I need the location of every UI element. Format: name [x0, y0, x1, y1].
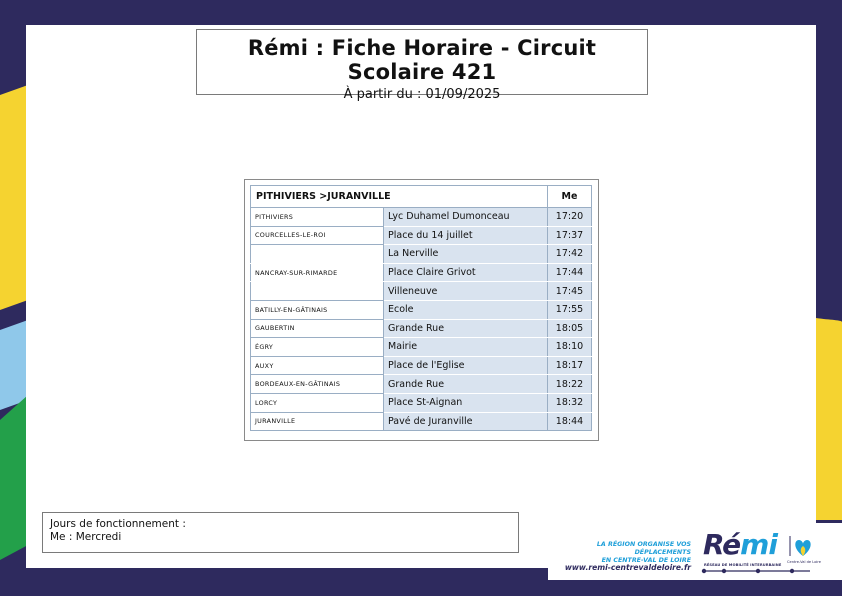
region-slogan-line1: LA RÉGION ORGANISE VOS DÉPLACEMENTS [596, 541, 691, 556]
city-cell [251, 245, 384, 264]
table-row [251, 375, 592, 394]
website-link[interactable]: www.remi-centrevaldeloire.fr [564, 563, 691, 572]
region-badge: Centre-Val de Loire [787, 560, 822, 564]
city-cell: BATILLY-EN-GÂTINAIS [251, 300, 384, 319]
city-cell: LORCY [251, 393, 384, 412]
city-cell: PITHIVIERS [251, 208, 384, 227]
city-cell: ÉGRY [251, 338, 384, 357]
time-cell: 17:44 [548, 263, 592, 282]
city-cell: AUXY [251, 356, 384, 375]
stop-cell: Grande Rue [384, 319, 548, 338]
table-row [251, 263, 592, 282]
timetable [250, 185, 592, 431]
time-cell: 17:45 [548, 282, 592, 301]
operating-days-label: Jours de fonctionnement : [50, 518, 186, 530]
city-cell: NANCRAY-SUR-RIMARDE [251, 263, 384, 282]
city-cell: COURCELLES-LE-ROI [251, 226, 384, 245]
page-title: Rémi : Fiche Horaire - Circuit Scolaire 421 [247, 36, 597, 84]
table-row [251, 356, 592, 375]
logo-tagline: RÉSEAU DE MOBILITÉ INTERURBAINE [704, 563, 782, 567]
region-heart-icon [788, 534, 818, 560]
time-cell: 18:32 [548, 393, 592, 412]
stop-cell: Place de l'Eglise [384, 356, 548, 375]
time-cell: 17:55 [548, 300, 592, 319]
city-cell [251, 282, 384, 301]
stop-cell: Pavé de Juranville [384, 412, 548, 431]
time-cell: 17:42 [548, 245, 592, 264]
table-row [251, 338, 592, 357]
operating-days-value: Me : Mercredi [50, 531, 122, 543]
table-row [251, 226, 592, 245]
operating-days-box [42, 512, 519, 553]
table-row [251, 319, 592, 338]
city-cell: GAUBERTIN [251, 319, 384, 338]
table-row [251, 208, 592, 227]
title-box [196, 29, 648, 102]
region-slogan [553, 541, 691, 565]
stop-cell: Place Claire Grivot [384, 263, 548, 282]
time-cell: 17:20 [548, 208, 592, 227]
time-cell: 18:05 [548, 319, 592, 338]
stop-cell: Lyc Duhamel Dumonceau [384, 208, 548, 227]
stop-cell: Place St-Aignan [384, 393, 548, 412]
time-cell: 17:37 [548, 226, 592, 245]
remi-logo-part1: Ré [703, 528, 741, 561]
table-row [251, 412, 592, 431]
remi-logo [703, 528, 777, 561]
table-row [251, 393, 592, 412]
time-cell: 18:22 [548, 375, 592, 394]
remi-logo-part2: mi [740, 528, 777, 561]
table-row [251, 300, 592, 319]
time-cell: 18:44 [548, 412, 592, 431]
stop-cell: Mairie [384, 338, 548, 357]
route-header: PITHIVIERS >JURANVILLE [251, 186, 548, 208]
time-cell: 18:17 [548, 356, 592, 375]
stop-cell: Villeneuve [384, 282, 548, 301]
table-row [251, 245, 592, 264]
stop-cell: Ecole [384, 300, 548, 319]
valid-from-date: À partir du : 01/09/2025 [343, 87, 501, 102]
city-cell: BORDEAUX-EN-GÂTINAIS [251, 375, 384, 394]
table-row [251, 282, 592, 301]
city-cell: JURANVILLE [251, 412, 384, 431]
region-slogan-line2: EN CENTRE-VAL DE LOIRE [601, 557, 691, 564]
time-cell: 18:10 [548, 338, 592, 357]
stop-cell: Grande Rue [384, 375, 548, 394]
stop-cell: La Nerville [384, 245, 548, 264]
stop-cell: Place du 14 juillet [384, 226, 548, 245]
timetable-frame [244, 179, 599, 441]
route-line-icon [700, 566, 820, 576]
day-header: Me [548, 186, 592, 208]
